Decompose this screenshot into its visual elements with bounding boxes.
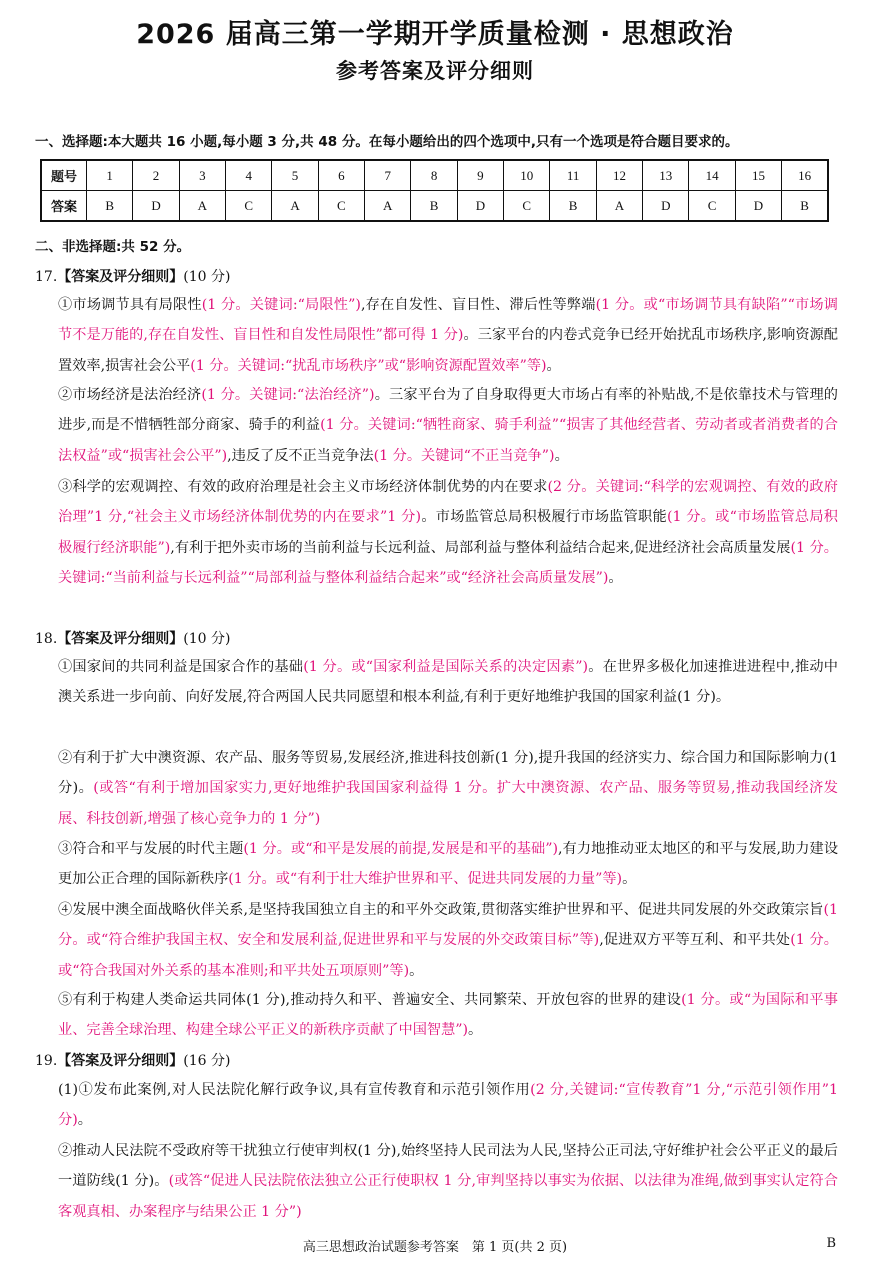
answer-text: ②有利于扩大中澳资源、农产品、服务等贸易,发展经济,推进科技创新 xyxy=(58,750,495,766)
q19-number: 19. xyxy=(35,1053,58,1069)
q18-number: 18. xyxy=(35,631,58,647)
q19-score: (16 分) xyxy=(183,1053,231,1069)
scoring-note: (1 分。或“市场监管总局积极履行经济职能”) xyxy=(58,509,838,556)
answer-text: 。三家平台的内卷式竞争已经开始扰乱市场秩序,影响资源配置效率,损害社会公平 xyxy=(58,327,838,374)
q18-point-4 xyxy=(58,895,838,986)
answer-cell: D xyxy=(133,191,179,222)
document-subtitle: 参考答案及评分细则 xyxy=(336,59,534,83)
question-number: 7 xyxy=(365,160,411,191)
q17-point-3 xyxy=(58,472,838,593)
row-label-number: 题号 xyxy=(41,160,87,191)
answer-cell: B xyxy=(87,191,133,222)
scoring-note: (1 分。或“和平是发展的前提,发展是和平的基础”) xyxy=(243,841,559,857)
answer-text: ②推动人民法院不受政府等干扰独立行使审判权 xyxy=(58,1143,358,1159)
question-number: 13 xyxy=(643,160,689,191)
scoring-note: (1 分) xyxy=(357,1143,397,1159)
answer-text: ,始终坚持人民司法为人民,坚持公正司法,守好维护社会公平正义的最后一道防线 xyxy=(58,1143,838,1190)
q18-score: (10 分) xyxy=(183,631,231,647)
question-number: 6 xyxy=(318,160,364,191)
section-1-heading: 一、选择题:本大题共 16 小题,每小题 3 分,共 48 分。在每小题给出的四个选项中,只有一个选项是符合题目要求的。 xyxy=(35,134,739,150)
question-number: 11 xyxy=(550,160,596,191)
question-number: 16 xyxy=(782,160,828,191)
answer-cell: D xyxy=(457,191,503,222)
answer-text: 。 xyxy=(154,1173,169,1190)
answer-cell: C xyxy=(504,191,550,222)
scoring-note: (1 分。关键词:“当前利益与长远利益”“局部利益与整体利益结合起来”或“经济社会高质量发展”) xyxy=(58,539,838,586)
scoring-note: (1 分。或“国家利益是国际关系的决定因素”) xyxy=(303,659,589,675)
answer-cell: B xyxy=(782,191,828,222)
answer-text: ①市场调节具有局限性 xyxy=(58,297,202,313)
answer-text: ,推动持久和平、普遍安全、共同繁荣、开放包容的世界的建设 xyxy=(285,992,682,1008)
answer-text: (1)①发布此案例,对人民法院化解行政争议,具有宣传教育和示范引领作用 xyxy=(58,1082,531,1098)
answer-text: 。 xyxy=(715,689,731,706)
answer-text: 。 xyxy=(546,357,561,374)
table-row-answers xyxy=(41,191,828,222)
scoring-note: (1 分) xyxy=(246,992,286,1008)
question-number: 4 xyxy=(226,160,272,191)
q17-point-2 xyxy=(58,380,838,471)
scoring-note: (1 分。关键词:“牺牲商家、骑手利益”“损害了其他经营者、劳动者或者消费者的合法权益”或“损害社会公平”) xyxy=(58,417,838,464)
answer-text: ③符合和平与发展的时代主题 xyxy=(58,841,244,857)
answer-table xyxy=(40,159,829,222)
answer-text: ①国家间的共同利益是国家合作的基础 xyxy=(58,659,304,675)
q17-label: 【答案及评分细则】 xyxy=(57,269,184,285)
question-number: 12 xyxy=(596,160,642,191)
question-number: 2 xyxy=(133,160,179,191)
answer-text: ,有利于把外卖市场的当前利益与长远利益、局部利益与整体利益结合起来,促进经济社会高质量发展 xyxy=(170,539,791,556)
section-2-heading: 二、非选择题:共 52 分。 xyxy=(35,239,191,255)
answer-cell: D xyxy=(735,191,781,222)
q19-heading xyxy=(35,1050,230,1070)
scoring-note: (1 分。关键词“不正当竞争”) xyxy=(373,447,555,464)
answer-text: ,存在自发性、盲目性、滞后性等弊端 xyxy=(360,297,596,313)
q18-point-1 xyxy=(58,652,838,713)
q17-number: 17. xyxy=(35,269,58,285)
scoring-note: (1 分。或“市场调节具有缺陷”“市场调节不是万能的,存在自发性、盲目性和自发性局限性”都可得 1 分) xyxy=(58,297,838,344)
scoring-note: (1 分。或“为国际和平事业、完善全球治理、构建全球公平正义的新秩序贡献了中国智慧”) xyxy=(58,992,838,1039)
answer-cell: B xyxy=(550,191,596,222)
scoring-note: (1 分。关键词:“法治经济”) xyxy=(201,387,375,403)
q18-label: 【答案及评分细则】 xyxy=(57,631,184,647)
q19-label: 【答案及评分细则】 xyxy=(57,1053,184,1069)
scoring-note: (1 分。或“符合我国对外关系的基本准则;和平共处五项原则”等) xyxy=(58,932,838,979)
scoring-note: (1 分。关键词:“局限性”) xyxy=(201,297,361,313)
q19-point-2 xyxy=(58,1136,838,1227)
answer-cell: A xyxy=(272,191,318,222)
row-label-answer: 答案 xyxy=(41,191,87,222)
answer-text: ,促进双方平等互利、和平共处 xyxy=(599,932,791,949)
answer-text: ⑤有利于构建人类命运共同体 xyxy=(58,992,247,1008)
answer-text: 。市场监管总局积极履行市场监管职能 xyxy=(421,509,667,526)
q18-point-2 xyxy=(58,743,838,834)
scoring-note: (1 分) xyxy=(677,689,716,706)
question-number: 15 xyxy=(735,160,781,191)
table-row-numbers xyxy=(41,160,828,191)
answer-text: ,有力地推动亚太地区的和平与发展,助力建设更加公正合理的国际新秩序 xyxy=(58,841,839,888)
q19-point-1 xyxy=(58,1075,838,1136)
answer-text: 。 xyxy=(554,447,569,464)
answer-text: 。 xyxy=(77,1112,92,1129)
question-number: 9 xyxy=(457,160,503,191)
scoring-note: (1 分) xyxy=(494,750,534,766)
answer-text: ②市场经济是法治经济 xyxy=(58,387,202,403)
scoring-note: (2 分,关键词:“宣传教育”1 分,“示范引领作用”1 分) xyxy=(58,1082,838,1129)
answer-text: 。 xyxy=(622,871,637,888)
answer-cell: A xyxy=(365,191,411,222)
q17-score: (10 分) xyxy=(183,269,231,285)
question-number: 3 xyxy=(179,160,225,191)
answer-cell: D xyxy=(643,191,689,222)
scoring-note: (或答“有利于增加国家实力,更好地维护我国国家利益得 1 分。扩大中澳资源、农产品、服务等贸易,推动我国经济发展、科技创新,增强了核心竞争力的 1 分”) xyxy=(58,780,838,827)
answer-text: ④发展中澳全面战略伙伴关系,是坚持我国独立自主的和平外交政策,贯彻落实维护世界和平、促进共同发展的外交政策宗旨 xyxy=(58,902,824,918)
paper-version: B xyxy=(826,1236,836,1251)
answer-text: ③科学的宏观调控、有效的政府治理是社会主义市场经济体制优势的内在要求 xyxy=(58,479,548,495)
question-number: 10 xyxy=(504,160,550,191)
scoring-note: (1 分。关键词:“扰乱市场秩序”或“影响资源配置效率”等) xyxy=(190,357,547,374)
q18-heading xyxy=(35,628,230,648)
question-number: 5 xyxy=(272,160,318,191)
page-footer: 高三思想政治试题参考答案 第 1 页(共 2 页) xyxy=(302,1240,568,1255)
answer-cell: A xyxy=(179,191,225,222)
answer-text: 。 xyxy=(608,569,623,586)
document-title: 2026 届高三第一学期开学质量检测 · 思想政治 xyxy=(136,19,734,50)
answer-text: 。 xyxy=(468,1022,483,1039)
answer-text: 。在世界多极化加速推进进程中,推动中澳关系进一步向前、向好发展,符合两国人民共同愿望和根本利益,有利于更好地维护我国的国家利益 xyxy=(58,659,838,706)
q17-heading xyxy=(35,266,230,286)
q17-point-1 xyxy=(58,290,838,381)
answer-cell: C xyxy=(689,191,735,222)
question-number: 14 xyxy=(689,160,735,191)
scoring-note: (1 分。或“有利于壮大维护世界和平、促进共同发展的力量”等) xyxy=(228,871,623,888)
q18-point-3 xyxy=(58,834,838,895)
answer-text: ,提升我国的经济实力、综合国力和国际影响力 xyxy=(533,750,824,766)
question-number: 8 xyxy=(411,160,457,191)
answer-cell: C xyxy=(318,191,364,222)
scoring-note: (1 分) xyxy=(58,750,838,797)
scoring-note: (1 分) xyxy=(115,1173,155,1190)
scoring-note: (1 分。或“符合维护我国主权、安全和发展利益,促进世界和平与发展的外交政策目标”等) xyxy=(58,902,838,949)
q18-point-5 xyxy=(58,985,838,1046)
question-number: 1 xyxy=(87,160,133,191)
answer-cell: C xyxy=(226,191,272,222)
answer-cell: A xyxy=(596,191,642,222)
answer-text: 。三家平台为了自身取得更大市场占有率的补贴战,不是依靠技术与管理的进步,而是不惜牺牲部分商家、骑手的利益 xyxy=(58,387,838,434)
scoring-note: (2 分。关键词:“科学的宏观调控、有效的政府治理”1 分,“社会主义市场经济体制优势的内在要求”1 分) xyxy=(58,479,838,526)
scoring-note: (或答“促进人民法院依法独立公正行使职权 1 分,审判坚持以事实为依据、以法律为准绳,做到事实认定符合客观真相、办案程序与结果公正 1 分”) xyxy=(58,1173,838,1220)
answer-cell: B xyxy=(411,191,457,222)
answer-text: 。 xyxy=(409,962,424,979)
answer-text: ,违反了反不正当竞争法 xyxy=(227,447,374,464)
answer-text: 。 xyxy=(78,780,94,797)
